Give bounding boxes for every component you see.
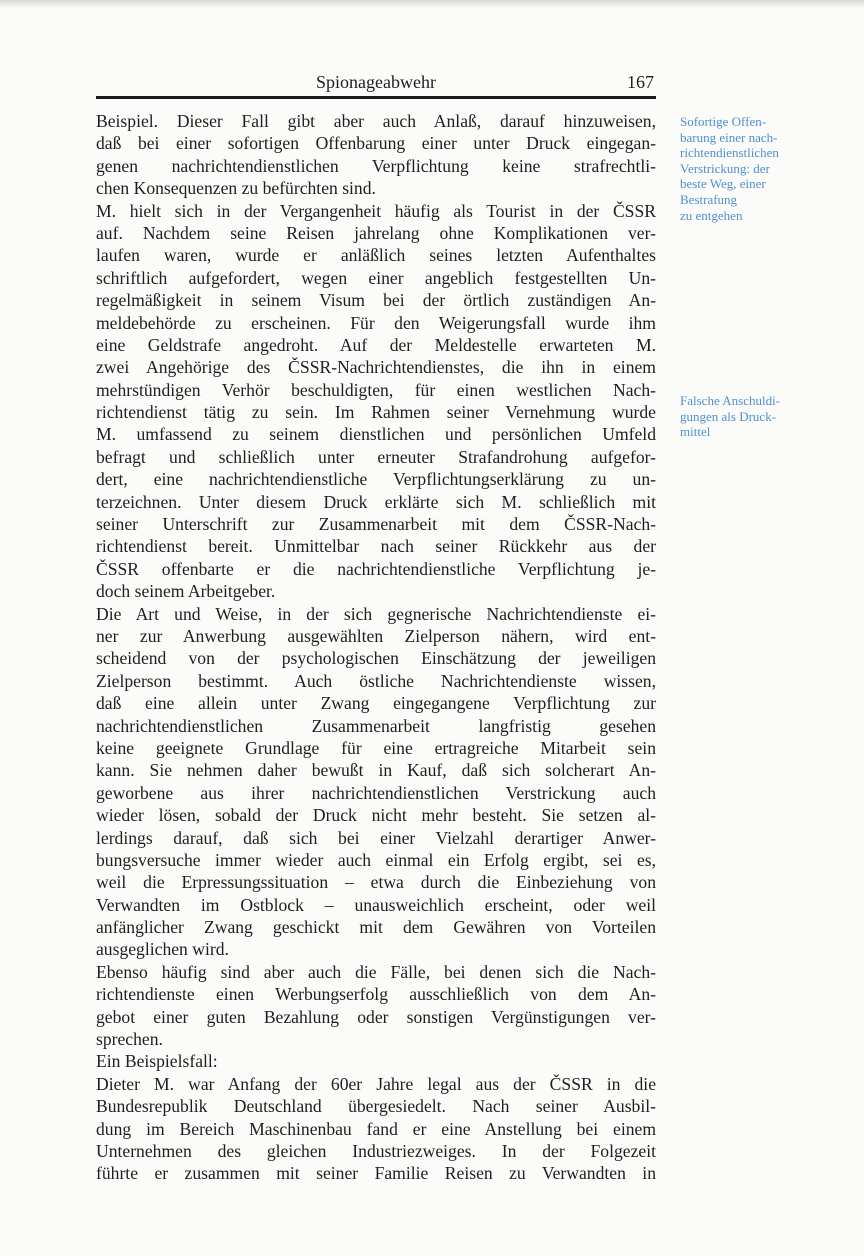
body-line: scheidend von der psychologischen Einschätzung der jeweiligen — [96, 648, 656, 669]
body-line: zwei Angehörige des ČSSR-Nachrichtendienstes, die ihn in einem — [96, 357, 656, 378]
margin-note-line: gungen als Druck- — [680, 408, 777, 424]
body-line: M. umfassend zu seinem dienstlichen und persönlichen Umfeld — [96, 424, 656, 445]
margin-note-2 — [680, 393, 850, 440]
body-line: eine Geldstrafe angedroht. Auf der Meldestelle erwarteten M. — [96, 334, 656, 355]
body-line: Ein Beispielsfall: — [96, 1051, 218, 1072]
margin-note-line: barung einer nach- — [680, 129, 778, 145]
margin-note-line: beste Weg, einer — [680, 176, 766, 192]
body-line: sprechen. — [96, 1029, 163, 1050]
body-line: weil die Erpressungssituation – etwa durch die Einbeziehung von — [96, 872, 656, 893]
body-line: schriftlich aufgefordert, wegen einer angeblich festgestellten Un- — [96, 267, 656, 288]
margin-note-line: Bestrafung — [680, 191, 738, 207]
body-text — [96, 110, 656, 1185]
page-number: 167 — [627, 72, 654, 92]
body-line: lerdings darauf, daß sich bei einer Vielzahl derartiger Anwer- — [96, 827, 656, 848]
body-line: dert, eine nachrichtendienstliche Verpflichtungserklärung zu un- — [96, 469, 656, 490]
body-line: keine geeignete Grundlage für eine ertragreiche Mitarbeit sein — [96, 737, 656, 758]
body-line: gebot einer guten Bezahlung oder sonstigen Vergünstigungen ver- — [96, 1006, 656, 1027]
body-line: Ebenso häufig sind aber auch die Fälle, bei denen sich die Nach- — [96, 961, 656, 982]
body-line: meldebehörde zu erscheinen. Für den Weigerungsfall wurde ihm — [96, 312, 656, 333]
margin-note-line: Falsche Anschuldi- — [680, 393, 781, 408]
body-line: genen nachrichtendienstlichen Verpflichtung keine strafrechtli- — [96, 155, 656, 176]
page-top-edge — [0, 0, 864, 8]
margin-note-line: Sofortige Offen- — [680, 114, 767, 129]
body-line: führte er zusammen mit seiner Familie Reisen zu Verwandten in — [96, 1163, 656, 1184]
body-line: kann. Sie nehmen daher bewußt in Kauf, daß sich solcherart An- — [96, 760, 656, 781]
body-line: M. hielt sich in der Vergangenheit häufig als Tourist in der ČSSR — [96, 200, 656, 221]
body-line: mehrstündigen Verhör beschuldigten, für einen westlichen Nach- — [96, 379, 656, 400]
header-rule — [96, 96, 656, 99]
body-line: nachrichtendienstlichen Zusammenarbeit langfristig gesehen — [96, 715, 656, 736]
body-line: wieder lösen, sobald der Druck nicht mehr besteht. Sie setzen al- — [96, 805, 656, 826]
body-line: Bundesrepublik Deutschland übergesiedelt. Nach seiner Ausbil- — [96, 1096, 656, 1117]
body-line: Dieter M. war Anfang der 60er Jahre legal aus der ČSSR in die — [96, 1073, 656, 1094]
body-line: dung im Bereich Maschinenbau fand er eine Anstellung bei einem — [96, 1118, 656, 1139]
body-line: laufen waren, wurde er anläßlich seines letzten Aufenthaltes — [96, 245, 656, 266]
body-line: Unternehmen des gleichen Industriezweiges. In der Folgezeit — [96, 1140, 656, 1161]
body-line: regelmäßigkeit in seinem Visum bei der örtlich zuständigen An- — [96, 290, 656, 311]
body-line: Beispiel. Dieser Fall gibt aber auch Anlaß, darauf hinzuweisen, — [96, 111, 656, 131]
running-title: Spionageabwehr — [316, 72, 436, 92]
body-line: richtendienst bereit. Unmittelbar nach seiner Rückkehr aus der — [96, 536, 656, 557]
body-line: seiner Unterschrift zur Zusammenarbeit mit dem ČSSR-Nach- — [96, 514, 656, 535]
margin-note-line: Verstrickung: der — [680, 160, 770, 176]
body-line: ČSSR offenbarte er die nachrichtendienstliche Verpflichtung je- — [96, 558, 656, 579]
body-line: doch seinem Arbeitgeber. — [96, 581, 276, 602]
margin-note-line: zu entgehen — [680, 207, 743, 223]
body-line: ner zur Anwerbung ausgewählten Zielperson nähern, wird ent- — [96, 625, 656, 646]
body-line: anfänglicher Zwang geschickt mit dem Gewähren von Vorteilen — [96, 917, 656, 938]
margin-note-1 — [680, 114, 850, 223]
body-line: Die Art und Weise, in der sich gegnerische Nachrichtendienste ei- — [96, 603, 656, 624]
body-line: Zielperson bestimmt. Auch östliche Nachrichtendienste wissen, — [96, 670, 656, 691]
body-line: ausgeglichen wird. — [96, 939, 229, 960]
body-line: daß bei einer sofortigen Offenbarung einer unter Druck eingegan- — [96, 133, 656, 154]
body-line: daß eine allein unter Zwang eingegangene Verpflichtung zur — [96, 693, 656, 714]
body-line: terzeichnen. Unter diesem Druck erklärte sich M. schließlich mit — [96, 491, 656, 512]
margin-note-line: richtendienstlichen — [680, 145, 779, 161]
body-line: bungsversuche immer wieder auch einmal ein Erfolg ergibt, sei es, — [96, 849, 656, 870]
margin-note-line: mittel — [680, 424, 711, 440]
body-line: auf. Nachdem seine Reisen jahrelang ohne Komplikationen ver- — [96, 222, 656, 243]
body-line: chen Konsequenzen zu befürchten sind. — [96, 178, 376, 199]
body-line: befragt und schließlich unter erneuter Strafandrohung aufgefor- — [96, 446, 656, 467]
body-line: Verwandten im Ostblock – unausweichlich erscheint, oder weil — [96, 894, 656, 915]
body-line: geworbene aus ihrer nachrichtendienstlichen Verstrickung auch — [96, 782, 656, 803]
body-line: richtendienst tätig zu sein. Im Rahmen seiner Vernehmung wurde — [96, 402, 656, 423]
running-header — [96, 70, 656, 96]
body-line: richtendienste einen Werbungserfolg ausschließlich von dem An- — [96, 984, 656, 1005]
